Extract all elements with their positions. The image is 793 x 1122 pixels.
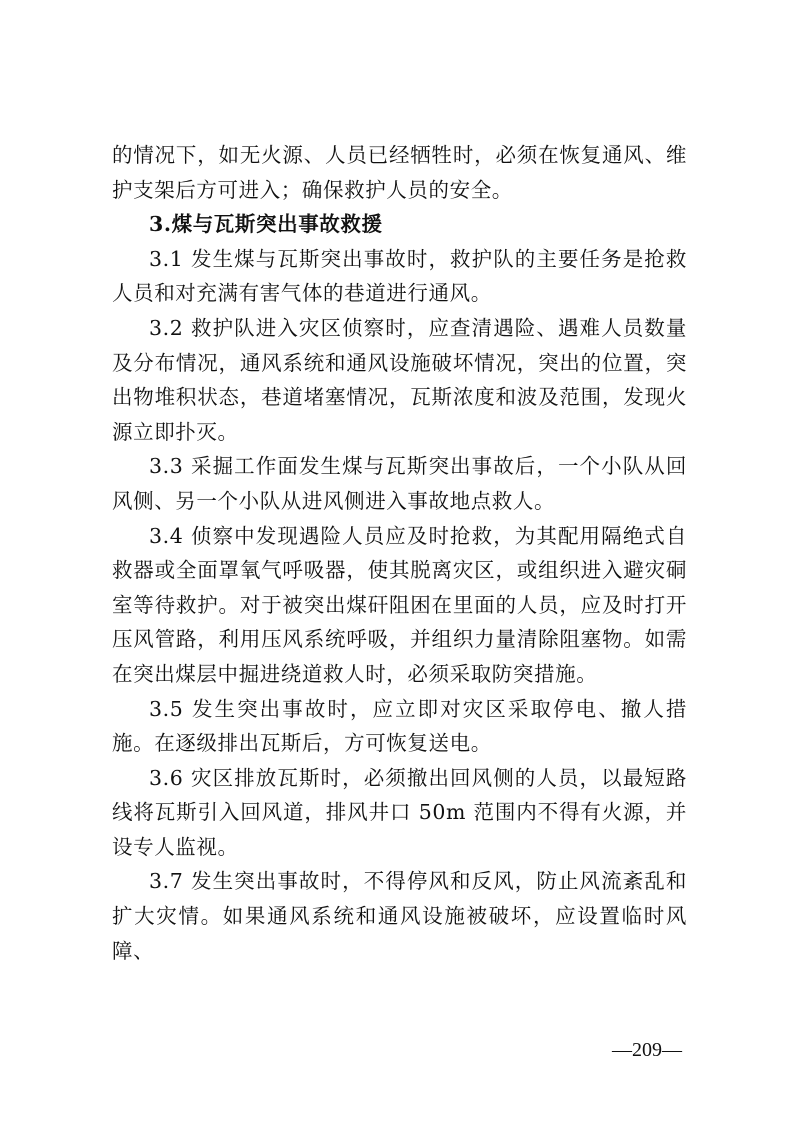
paragraph-3-4: 3.4 侦察中发现遇险人员应及时抢救，为其配用隔绝式自救器或全面罩氧气呼吸器，使其脱离灾区，或组织进入避灾硐室等待救护。对于被突出煤矸阻困在里面的人员，应及时打开压风管路，利用压风系统呼吸，并组织力量清除阻塞物。如需在突出煤层中掘进绕道救人时，必须采取防突措施。 [112,523,687,686]
page-number: —209— [612,1039,682,1061]
paragraph-3-2: 3.2 救护队进入灾区侦察时，应查清遇险、遇难人员数量及分布情况，通风系统和通风设施破坏情况，突出的位置，突出物堆积状态，巷道堵塞情况，瓦斯浓度和波及范围，发现火源立即扑灭。 [112,315,687,444]
paragraph-3-6: 3.6 灾区排放瓦斯时，必须撤出回风侧的人员，以最短路线将瓦斯引入回风道，排风井口 50m 范围内不得有火源，并设专人监视。 [112,765,687,859]
paragraph-continuation: 的情况下，如无火源、人员已经牺牲时，必须在恢复通风、维护支架后方可进入；确保救护人员的安全。 [112,143,687,202]
paragraph-3-5: 3.5 发生突出事故时，应立即对灾区采取停电、撤人措施。在逐级排出瓦斯后，方可恢复送电。 [112,696,687,756]
paragraph-3-1: 3.1 发生煤与瓦斯突出事故时，救护队的主要任务是抢救人员和对充满有害气体的巷道进行通风。 [112,246,687,306]
paragraph-3-7: 3.7 发生突出事故时，不得停风和反风，防止风流紊乱和扩大灾情。如果通风系统和通风设施被破坏，应设置临时风障、 [112,869,687,963]
paragraph-3-3: 3.3 采掘工作面发生煤与瓦斯突出事故后，一个小队从回风侧、另一个小队从进风侧进入事故地点救人。 [112,454,687,513]
section-heading: 3.煤与瓦斯突出事故救援 [149,212,383,237]
document-page [112,138,687,968]
